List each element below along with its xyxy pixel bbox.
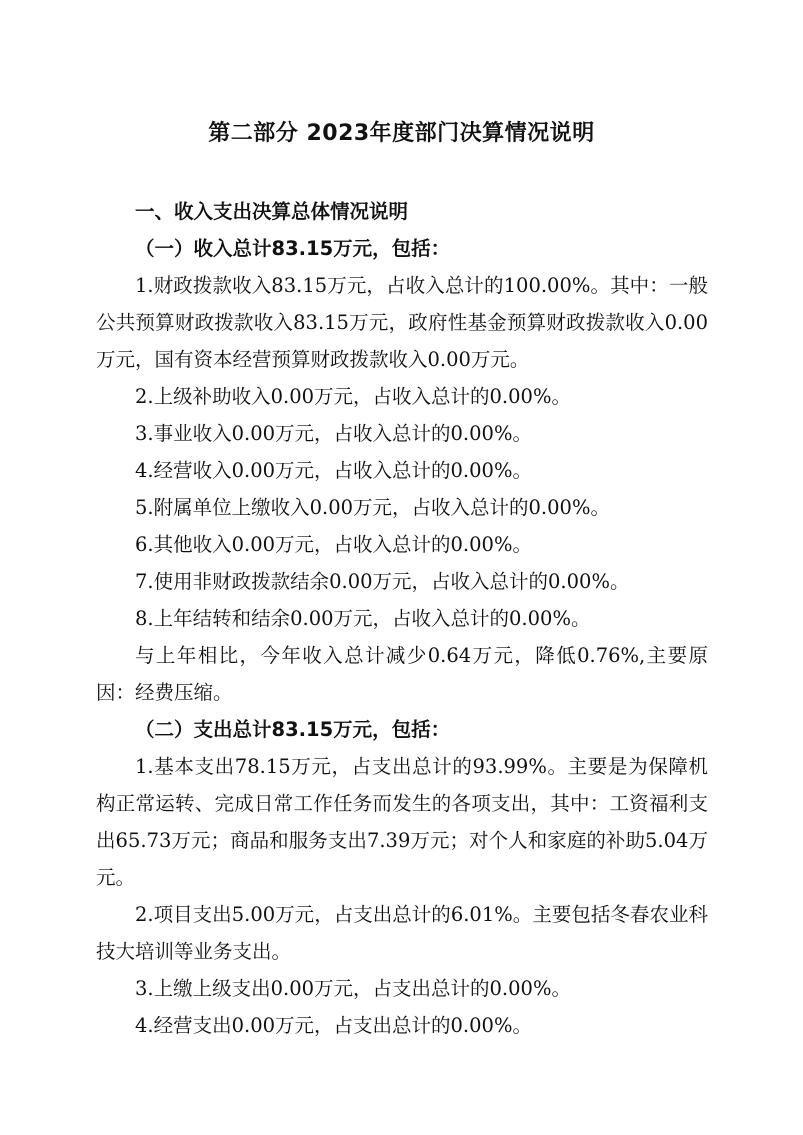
section-heading-income-expenditure: 一、收入支出决算总体情况说明 bbox=[135, 200, 409, 223]
expenditure-item-3: 3.上缴上级支出0.00万元，占支出总计的0.00%。 bbox=[135, 977, 571, 1000]
income-item-7: 7.使用非财政拨款结余0.00万元，占收入总计的0.00%。 bbox=[135, 570, 630, 593]
page-title: 第二部分 2023年度部门决算情况说明 bbox=[208, 121, 595, 146]
income-item-2: 2.上级补助收入0.00万元，占收入总计的0.00%。 bbox=[135, 385, 571, 408]
expenditure-item-2: 2.项目支出5.00万元，占支出总计的6.01%。主要包括冬春农业科技大培训等业务支出。 bbox=[96, 903, 708, 963]
income-item-6: 6.其他收入0.00万元，占收入总计的0.00%。 bbox=[135, 533, 532, 556]
document-body bbox=[96, 193, 708, 1044]
income-heading: （一）收入总计83.15万元，包括： bbox=[135, 237, 451, 260]
expenditure-item-1: 1.基本支出78.15万元，占支出总计的93.99%。主要是为保障机构正常运转、完成日常工作任务而发生的各项支出，其中：工资福利支出65.73万元；商品和服务支出7.39万元；对个人和家庭的补助5.04万元。 bbox=[96, 755, 708, 889]
income-item-1: 1.财政拨款收入83.15万元，占收入总计的100.00%。其中：一般公共预算财政拨款收入83.15万元，政府性基金预算财政拨款收入0.00万元，国有资本经营预算财政拨款收入0.00万元。 bbox=[96, 274, 708, 371]
income-item-5: 5.附属单位上缴收入0.00万元，占收入总计的0.00%。 bbox=[135, 496, 610, 519]
income-item-4: 4.经营收入0.00万元，占收入总计的0.00%。 bbox=[135, 459, 532, 482]
income-comparison: 与上年相比，今年收入总计减少0.64万元，降低0.76%,主要原因：经费压缩。 bbox=[96, 644, 708, 704]
expenditure-heading: （二）支出总计83.15万元，包括： bbox=[135, 718, 451, 741]
expenditure-item-4: 4.经营支出0.00万元，占支出总计的0.00%。 bbox=[135, 1014, 532, 1037]
income-item-8: 8.上年结转和结余0.00万元，占收入总计的0.00%。 bbox=[135, 607, 591, 630]
income-item-3: 3.事业收入0.00万元，占收入总计的0.00%。 bbox=[135, 422, 532, 445]
